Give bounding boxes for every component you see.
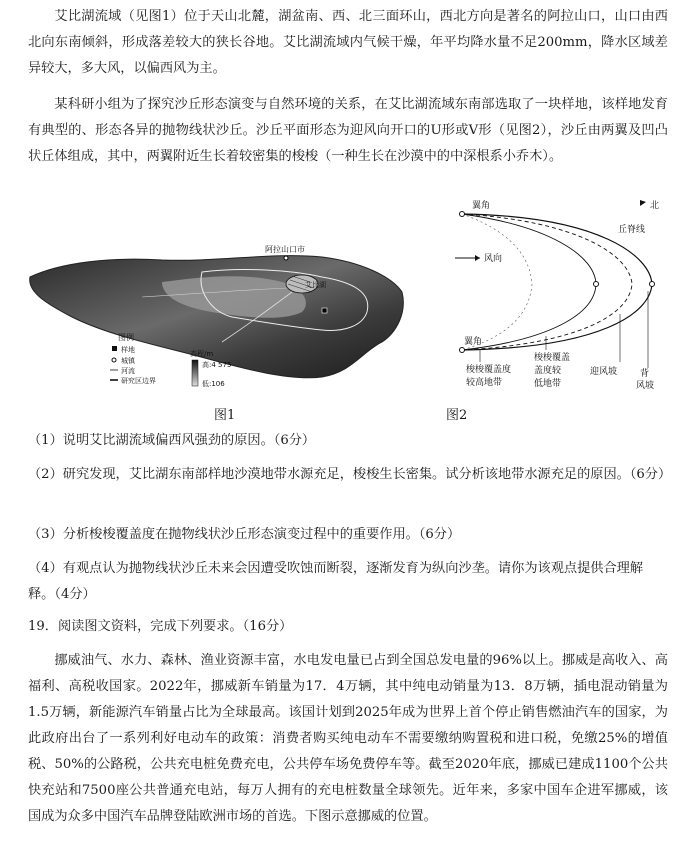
- elevation-high: 高:4 575: [202, 361, 232, 369]
- legend-boundary: 研究区边界: [121, 377, 156, 385]
- legend-sample: 样地: [121, 346, 135, 354]
- dune-inner-curve: [462, 214, 596, 350]
- question-19-paragraph: 挪威油气、水力、森林、渔业资源丰富，水电发电量已占到全国总发电量的96%以上。挪威是高收入、高福利、高税收国家。2022年，挪威新车销量为17．4万辆，其中纯电动销量为13．8万辆，插电混动销量为1.5万辆，新能源汽车销量占比为全球最高。该国计划到2025年成为世界上首个停止销售燃油汽车的国家，为此政府出台了一系列利好电动车的政策：消费者购买纯电动车不需要缴纳购置税和进口税，免缴25%的增值税、50%的公路税，公共充电桩免费充电，公共停车场免费停车等。截至2020年底，挪威已建成1100个公共快充站和7500座公共普通充电站，每万人拥有的充电桩数量全球领先。近年来，多家中国车企进军挪威，该国成为众多中国汽车品牌登陆欧洲市场的首选。下图示意挪威的位置。: [28, 653, 668, 824]
- zone2-line2: 盖度较: [534, 366, 562, 376]
- city-marker: [284, 256, 288, 260]
- figure-1-caption: 图1: [214, 408, 236, 423]
- figure-2-caption: 图2: [446, 408, 468, 423]
- leeward-line1: 背: [640, 369, 650, 379]
- zone-boundary: [462, 214, 532, 350]
- zone2-line3: 低地带: [534, 379, 562, 389]
- intro-paragraph-2: 某科研小组为了探究沙丘形态演变与自然环境的关系，在艾比湖流域东南部选取了一块样地，该样地发育有典型的、形态各异的抛物线状沙丘。沙丘平面形态为迎风向开口的U形或V形（见图2），沙丘由两翼及凹凸状丘体组成，其中，两翼附近生长着较密集的梭梭（一种生长在沙漠中的中深根系小乔木）。: [28, 97, 668, 164]
- zone1-line2: 较高地带: [466, 378, 503, 388]
- legend-town: 城镇: [121, 357, 135, 365]
- question-4: （4）有观点认为抛物线状沙丘未来会因遭受吹蚀而断裂，逐渐发育为纵向沙垄。请你为该观点提供合理解释。（4分）: [28, 561, 644, 602]
- question-2: （2）研究发现，艾比湖东南部样地沙漠地带水源充足，梭梭生长密集。试分析该地带水源充足的原因。（6分）: [28, 467, 672, 482]
- windward-label: 迎风坡: [590, 367, 618, 377]
- lake-label: 艾比湖: [305, 281, 326, 289]
- question-19-heading: 19．阅读图文资料，完成下列要求。（16分）: [28, 619, 293, 634]
- north-label: 北: [650, 201, 660, 211]
- basin-terrain: [30, 256, 404, 378]
- sample-plot-marker: [322, 308, 327, 313]
- zone2-line1: 梭梭覆盖: [534, 353, 571, 363]
- question-3: （3）分析梭梭覆盖度在抛物线状沙丘形态演变过程中的重要作用。（6分）: [28, 527, 461, 542]
- wing-top-label: 翼角: [472, 201, 491, 211]
- legend-river: 河流: [121, 367, 135, 375]
- question-1: （1）说明艾比湖流域偏西风强劲的原因。（6分）: [28, 433, 316, 448]
- legend-title: 图例: [118, 333, 134, 342]
- dune-ridge-line: [462, 214, 632, 350]
- wing-bottom-label: 翼角: [464, 337, 483, 347]
- elevation-low: 低:106: [202, 380, 225, 388]
- figure-2-diagram: [450, 196, 670, 401]
- leeward-line2: 风坡: [636, 381, 655, 391]
- city-label: 阿拉山口市: [265, 245, 305, 254]
- zone1-line1: 梭梭覆盖度: [466, 365, 512, 375]
- figure-1-map: [22, 222, 422, 397]
- north-arrow-icon: [640, 200, 646, 206]
- ridge-label: 丘脊线: [618, 225, 646, 235]
- elevation-bar: [192, 360, 198, 386]
- elevation-title: 高程/m: [190, 350, 214, 358]
- wind-label: 风向: [484, 254, 503, 264]
- intro-paragraph-1: 艾比湖流域（见图1）位于天山北麓，湖盆南、西、北三面环山，西北方向是著名的阿拉山口，山口由西北向东南倾斜，形成落差较大的狭长谷地。艾比湖流域内气候干燥，年平均降水量不足200mm，降水区域差异较大，多大风，以偏西风为主。: [28, 9, 668, 76]
